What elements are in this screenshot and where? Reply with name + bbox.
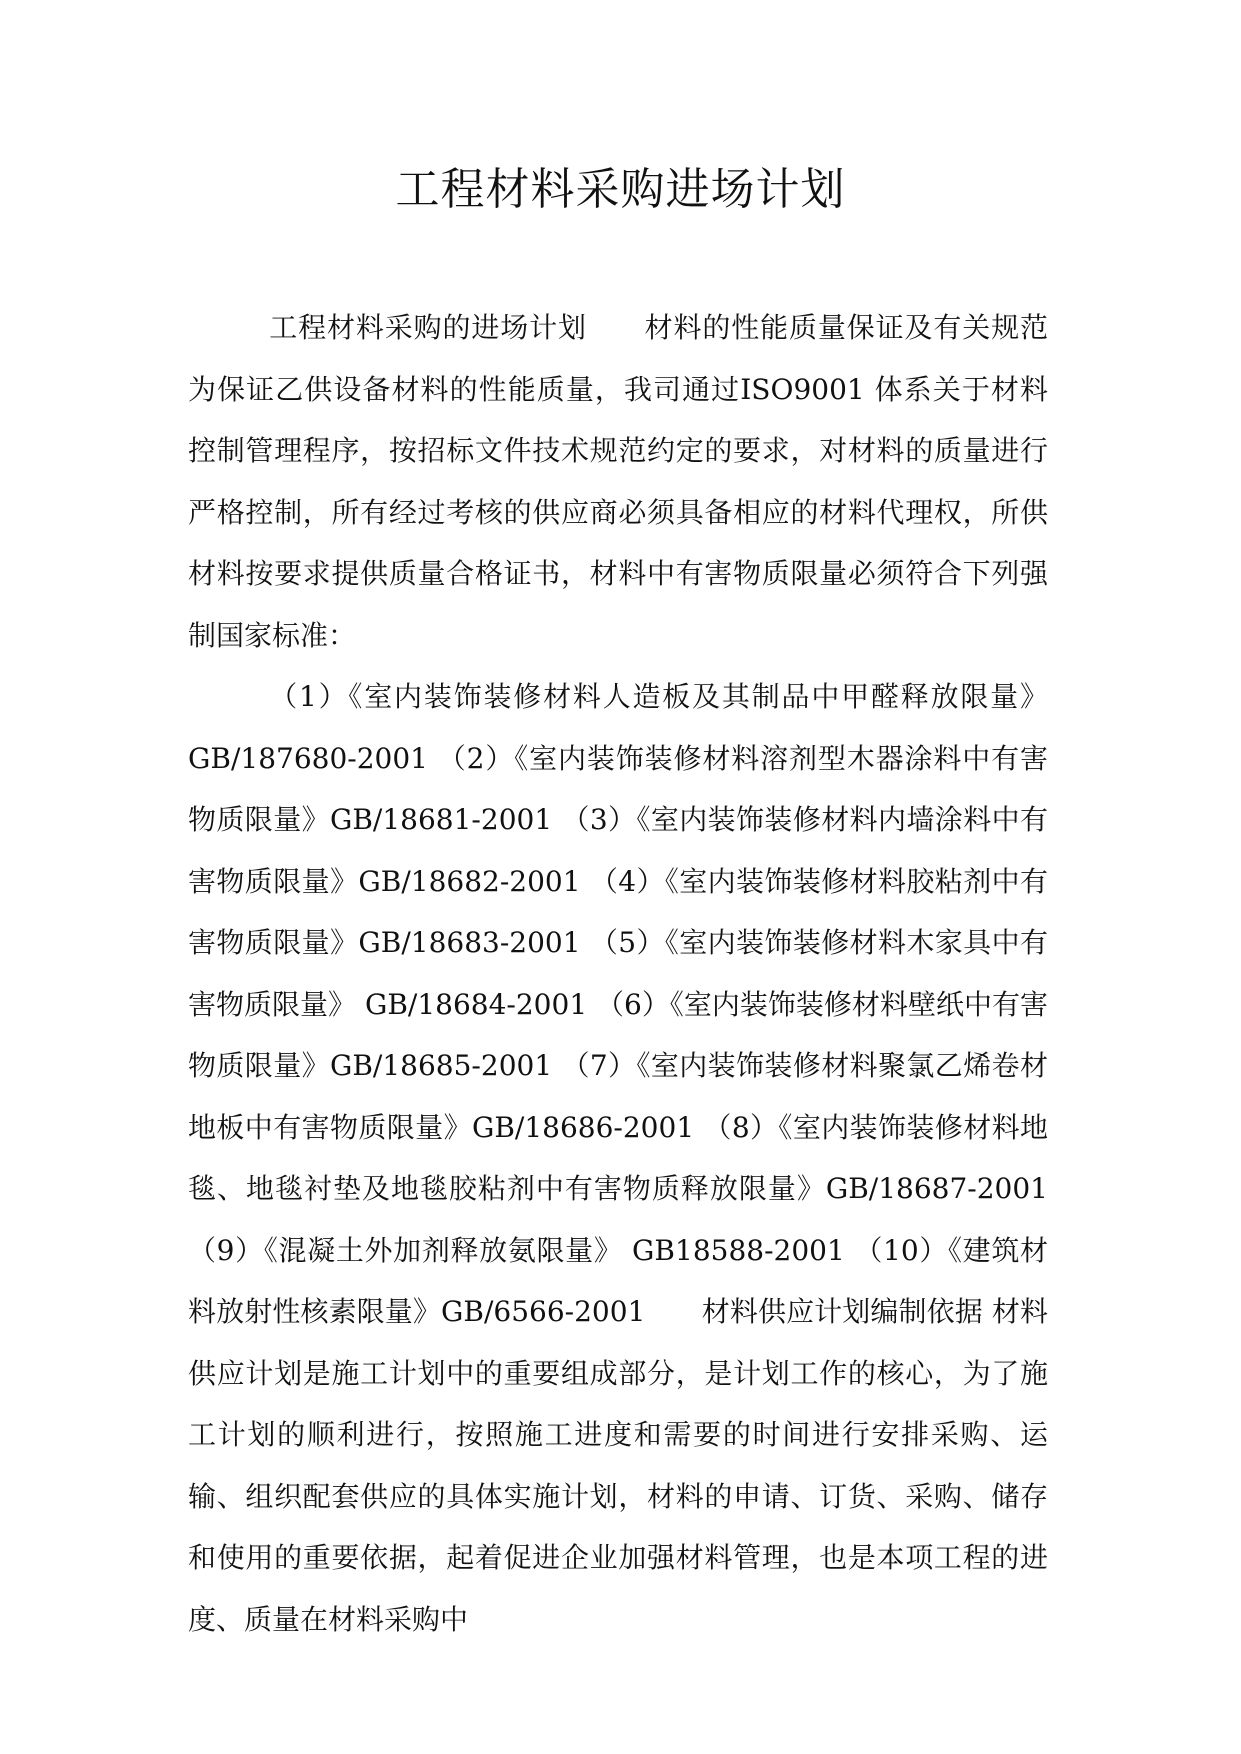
document-body [188,297,1048,1650]
document-title: 工程材料采购进场计划 [395,164,846,215]
paragraph-standards: （1）《室内装饰装修材料人造板及其制品中甲醛释放限量》GB/187680-2001 （2）《室内装饰装修材料溶剂型木器涂料中有害物质限量》GB/18681-2001 （3）《室内装饰装修材料内墙涂料中有害物质限量》GB/18682-2001 （4）《室内装饰装修材料胶粘剂中有害物质限量》GB/18683-2001 （5）《室内装饰装修材料木家具中有害物质限量》 GB/18684-2001 （6）《室内装饰装修材料壁纸中有害物质限量》GB/18685-2001 （7）《室内装饰装修材料聚氯乙烯卷材地板中有害物质限量》GB/18686-2001 （8）《室内装饰装修材料地毯、地毯衬垫及地毯胶粘剂中有害物质释放限量》GB/18687-2001 （9）《混凝土外加剂释放氨限量》 GB18588-2001 （10）《建筑材料放射性核素限量》GB/6566-2001 材料供应计划编制依据 材料供应计划是施工计划中的重要组成部分，是计划工作的核心，为了施工计划的顺利进行，按照施工进度和需要的时间进行安排采购、运输、组织配套供应的具体实施计划，材料的申请、订货、采购、储存和使用的重要依据，起着促进企业加强材料管理，也是本项工程的进度、质量在材料采购中 [188,680,1048,1636]
paragraph-intro: 工程材料采购的进场计划 材料的性能质量保证及有关规范 为保证乙供设备材料的性能质量，我司通过ISO9001 体系关于材料控制管理程序，按招标文件技术规范约定的要求，对材料的质量进行严格控制，所有经过考核的供应商必须具备相应的材料代理权，所供材料按要求提供质量合格证书，材料中有害物质限量必须符合下列强制国家标准： [188,311,1048,652]
